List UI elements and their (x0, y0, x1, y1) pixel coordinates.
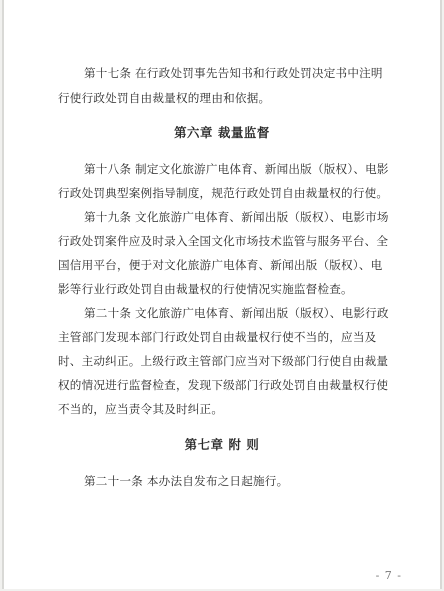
chapter-6-heading: 第六章 裁量监督 (174, 125, 270, 140)
article-19-line-3: 国信用平台，便于对文化旅游广电体育、新闻出版（版权）、电 (58, 258, 383, 272)
article-19-line-4: 影等行业行政处罚自由裁量权的行使情况实施监督检查。 (58, 282, 353, 296)
article-17-line-2: 行使行政处罚自由裁量权的理由和依据。 (58, 91, 271, 105)
article-20-line-1: 第二十条 文化旅游广电体育、新闻出版（版权）、电影行政 (84, 306, 389, 320)
page-right-edge (440, 0, 442, 589)
article-20-line-4: 权的情况进行监督检查，发现下级部门行政处罚自由裁量权行使 (58, 378, 389, 392)
article-21-line-1: 第二十一条 本办法自发布之日起施行。 (84, 474, 289, 488)
document-page (2, 0, 442, 589)
article-18-line-2: 行政处罚典型案例指导制度，规范行政处罚自由裁量权的行使。 (58, 186, 389, 200)
page-left-edge (2, 0, 4, 589)
page-number: - 7 - (375, 569, 402, 582)
article-19-line-1: 第十九条 文化旅游广电体育、新闻出版（版权）、电影市场 (84, 210, 389, 224)
article-19-line-2: 行政处罚案件应及时录入全国文化市场技术监管与服务平台、全 (58, 234, 389, 248)
article-17-line-1: 第十七条 在行政处罚事先告知书和行政处罚决定书中注明 (84, 66, 383, 80)
article-20-line-2: 主管部门发现本部门行政处罚自由裁量权行使不当的，应当及 (58, 330, 377, 344)
article-20-line-5: 不当的，应当责令其及时纠正。 (58, 402, 224, 416)
article-18-line-1: 第十八条 制定文化旅游广电体育、新闻出版（版权）、电影 (84, 162, 389, 176)
chapter-7-heading: 第七章 附 则 (184, 437, 260, 452)
article-20-line-3: 时、主动纠正。上级行政主管部门应当对下级部门行使自由裁量 (58, 354, 389, 368)
